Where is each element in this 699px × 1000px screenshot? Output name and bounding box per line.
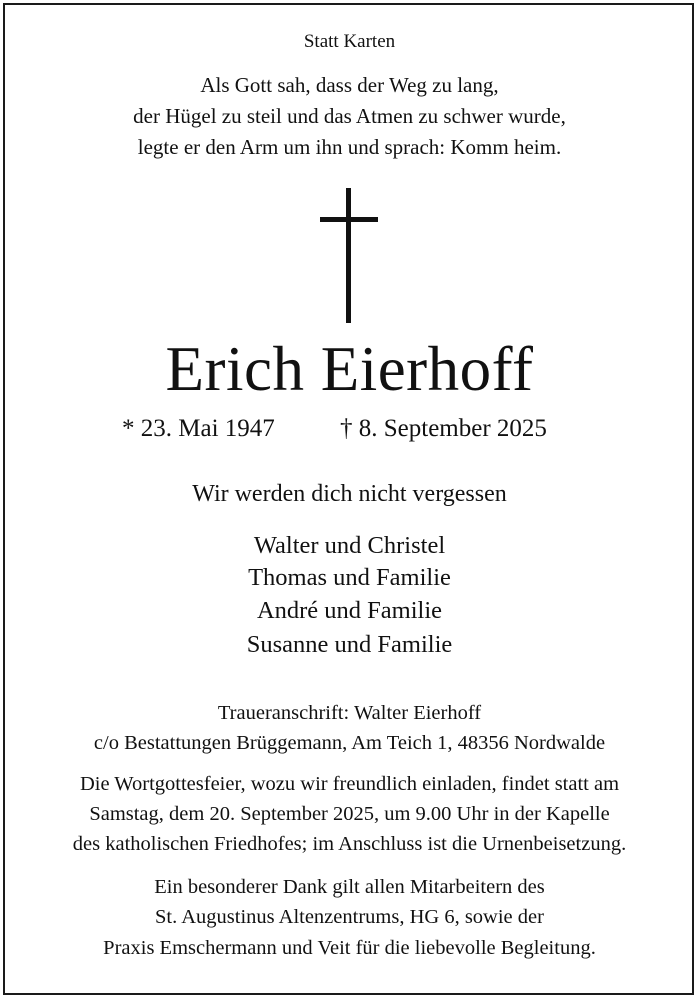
thanks-line-1: Ein besonderer Dank gilt allen Mitarbeitern des (154, 876, 545, 898)
service-line-2: Samstag, dem 20. September 2025, um 9.00 Uhr in der Kapelle (89, 803, 610, 825)
mourner-1: Walter und Christel (253, 532, 446, 559)
subtitle: Wir werden dich nicht vergessen (192, 481, 507, 507)
service-line-3: des katholischen Friedhofes; im Anschluss ist die Urnenbeisetzung. (72, 833, 627, 855)
poem-line-3: legte er den Arm um ihn und sprach: Komm heim. (137, 135, 562, 159)
service-line-1: Die Wortgottesfeier, wozu wir freundlich einladen, findet statt am (79, 773, 620, 795)
mourner-4: Susanne und Familie (246, 631, 453, 658)
address-line-1: Traueranschrift: Walter Eierhoff (217, 702, 482, 724)
thanks-line-3: Praxis Emschermann und Veit für die liebevolle Begleitung. (103, 937, 596, 959)
poem-line-2: der Hügel zu steil und das Atmen zu schwer wurde, (133, 104, 566, 128)
poem-line-1: Als Gott sah, dass der Weg zu lang, (200, 73, 499, 97)
deceased-name: Erich Eierhoff (165, 334, 534, 404)
birth-date: * 23. Mai 1947 (122, 415, 275, 442)
statt-karten-label: Statt Karten (303, 31, 396, 52)
cross-icon (320, 188, 378, 323)
address-line-2: c/o Bestattungen Brüggemann, Am Teich 1, 48356 Nordwalde (93, 732, 606, 754)
mourner-2: Thomas und Familie (248, 564, 451, 591)
mourner-3: André und Familie (256, 597, 443, 624)
thanks-line-2: St. Augustinus Altenzentrums, HG 6, sowie der (155, 906, 544, 928)
death-date: † 8. September 2025 (340, 415, 547, 442)
